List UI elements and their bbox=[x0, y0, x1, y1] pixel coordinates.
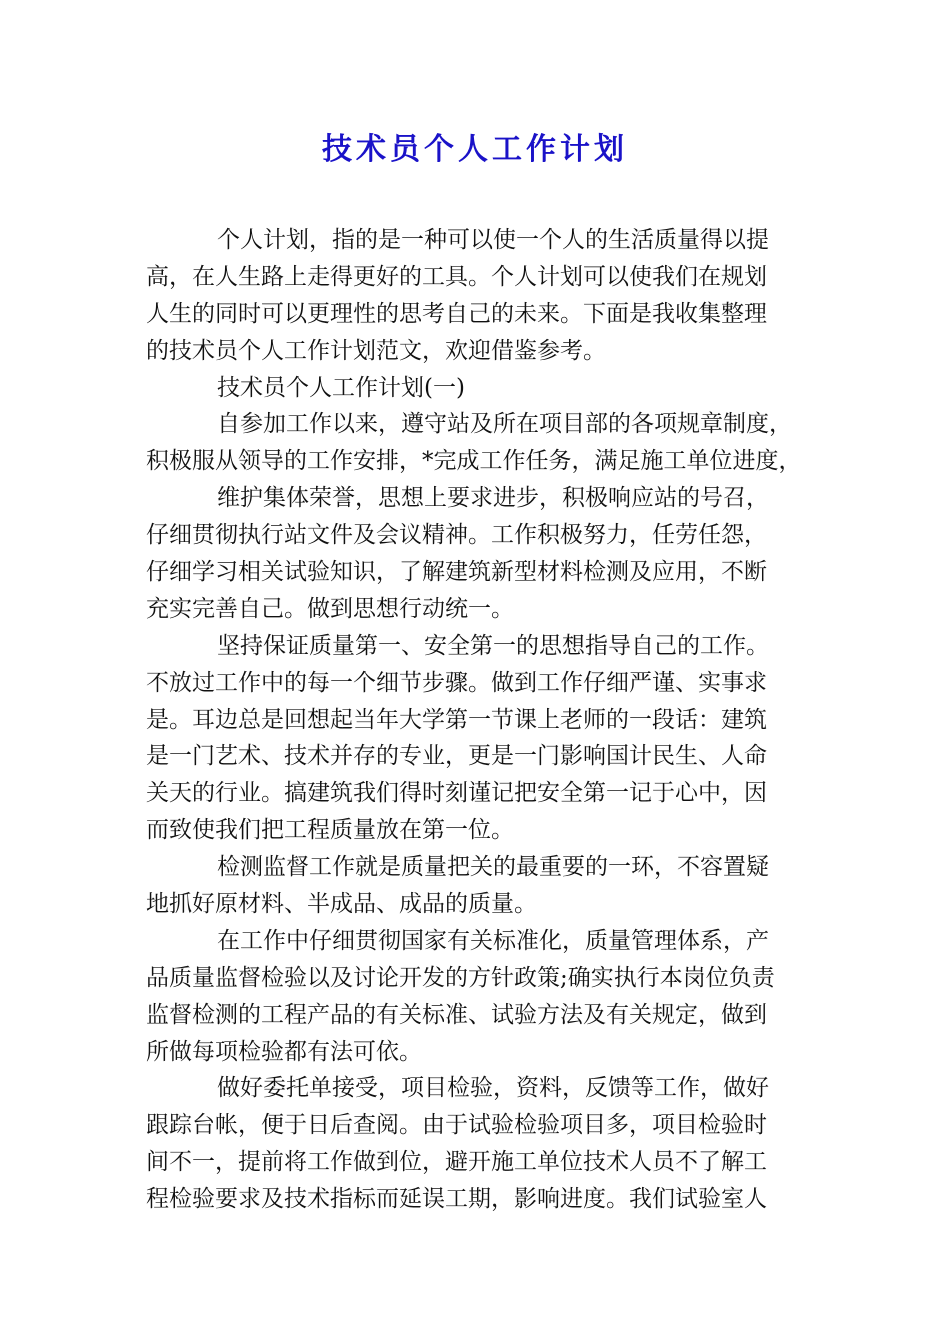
document-body bbox=[146, 222, 806, 1218]
paragraph-first-line: 检测监督工作就是质量把关的最重要的一环，不容置疑 bbox=[217, 854, 769, 881]
text-line: 充实完善自己。做到思想行动统一。 bbox=[146, 595, 514, 622]
paragraph-first-line: 自参加工作以来，遵守站及所在项目部的各项规章制度， bbox=[217, 411, 792, 438]
text-line: 仔细学习相关试验知识，了解建筑新型材料检测及应用，不断 bbox=[146, 559, 767, 586]
document-title: 技术员个人工作计划 bbox=[322, 132, 628, 167]
text-line: 人生的同时可以更理性的思考自己的未来。下面是我收集整理 bbox=[146, 300, 767, 327]
paragraph-first-line: 维护集体荣誉，思想上要求进步，积极响应站的号召， bbox=[217, 485, 769, 512]
paragraph-first-line: 在工作中仔细贯彻国家有关标准化，质量管理体系，产 bbox=[217, 927, 769, 954]
paragraph-first-line: 个人计划，指的是一种可以使一个人的生活质量得以提 bbox=[217, 227, 769, 253]
text-line: 程检验要求及技术指标而延误工期，影响进度。我们试验室人 bbox=[146, 1186, 767, 1213]
text-line: 跟踪台帐，便于日后查阅。由于试验检验项目多，项目检验时 bbox=[146, 1112, 767, 1139]
paragraph-first-line: 坚持保证质量第一、安全第一的思想指导自己的工作。 bbox=[217, 632, 769, 659]
text-line: 是。耳边总是回想起当年大学第一节课上老师的一段话：建筑 bbox=[146, 706, 767, 733]
paragraph-first-line: 做好委托单接受，项目检验，资料，反馈等工作，做好 bbox=[217, 1075, 769, 1102]
text-line: 是一门艺术、技术并存的专业，更是一门影响国计民生、人命 bbox=[146, 743, 767, 770]
text-line: 高，在人生路上走得更好的工具。个人计划可以使我们在规划 bbox=[146, 263, 767, 290]
text-line: 间不一，提前将工作做到位，避开施工单位技术人员不了解工 bbox=[146, 1149, 767, 1176]
text-line: 地抓好原材料、半成品、成品的质量。 bbox=[146, 891, 537, 918]
text-line: 关天的行业。搞建筑我们得时刻谨记把安全第一记于心中，因 bbox=[146, 780, 767, 807]
text-line: 仔细贯彻执行站文件及会议精神。工作积极努力，任劳任怨， bbox=[146, 522, 767, 549]
text-line: 积极服从领导的工作安排，*完成工作任务，满足施工单位进度， bbox=[146, 448, 802, 475]
text-line: 所做每项检验都有法可依。 bbox=[146, 1038, 422, 1065]
text-line: 监督检测的工程产品的有关标准、试验方法及有关规定，做到 bbox=[146, 1001, 767, 1028]
text-line: 而致使我们把工程质量放在第一位。 bbox=[146, 817, 514, 844]
text-line: 的技术员个人工作计划范文，欢迎借鉴参考。 bbox=[146, 337, 606, 364]
text-line: 品质量监督检验以及讨论开发的方针政策;确实执行本岗位负责 bbox=[146, 964, 775, 991]
paragraph-first-line: 技术员个人工作计划(一) bbox=[217, 374, 465, 401]
text-line: 不放过工作中的每一个细节步骤。做到工作仔细严谨、实事求 bbox=[146, 669, 767, 696]
